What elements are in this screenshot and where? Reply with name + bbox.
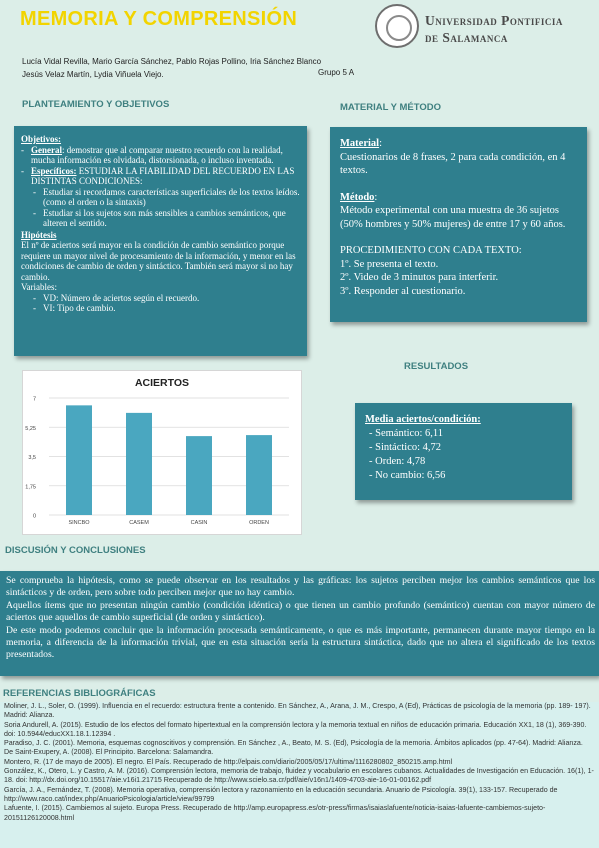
- objetivo-general: [21, 145, 301, 166]
- resultado-item-text: Sintáctico: 4,72: [375, 442, 442, 453]
- metodo-text: Método experimental con una muestra de 36 sujetos (50% hombres y 50% mujeres) de entre 17 y 60 años.: [340, 205, 566, 230]
- procedimiento-label: PROCEDIMIENTO CON CADA TEXTO:: [340, 245, 522, 256]
- authors-line1: Lucía Vidal Revilla, Mario García Sánchez, Pablo Rojas Pollino, Iria Sánchez Blanco: [22, 57, 322, 66]
- material-text: Cuestionarios de 8 frases, 2 para cada condición, en 4 textos.: [340, 151, 566, 176]
- variable-vd: - VD: Número de aciertos según el recuerdo.: [21, 293, 301, 304]
- discusion-paragraph-2: Aquellos ítems que no presentan ningún cambio (condición idéntica) o que tienen un cambio profundo (semántico) cuentan con mayor número de aciertos que aquellos de cambio superficial (de orden y sintáctico).: [6, 599, 595, 624]
- material-label: Material: [340, 138, 380, 149]
- referencias-list: [0, 702, 599, 848]
- university-name-line1: Universidad Pontificia: [425, 13, 563, 28]
- material-box: Material: Cuestionarios de 8 frases, 2 para cada condición, en 4 textos. Método: Método experimental con una muestra de 36 sujetos (50% hombres y 50% mujeres) de entre 17 y 60 años. PROCEDIMIENTO CON CADA TEXTO: 1º. Se presenta el texto. 2º. Video de 3 minutos para interferir. 3º. Responder al cuestionario.: [330, 127, 587, 322]
- reference-item: Moliner, J. L., Soler, O. (1999). Influencia en el recuerdo: estructura frente a contenido. En Sánchez, A., Arana, J. M., Crespo, A (Ed), Prácticas de psicología de la memoria (pp. 189- 197). Madrid: Alianza.: [4, 702, 591, 720]
- reference-item: De Saint-Exupery, A. (2008). El Principito. Barcelona: Salamandra.: [4, 748, 214, 757]
- discusion-paragraph-3: De este modo podemos concluir que la información procesada semánticamente, o que es más importante, permanecen durante mayor tiempo en la memoria, a diferencia de la información trivial, que en esta situación sería la estructura sintáctica, dado que no altera el significado de los textos presentados.: [6, 624, 595, 661]
- metodo-label: Método: [340, 191, 375, 203]
- university-logo: [375, 4, 597, 54]
- reference-item: Lafuente, I. (2015). Cambiemos al sujeto. Europa Press. Recuperado de http://amp.europapress.es/otr-press/firmas/isaiaslafuente/noticia-isaias-lafuente-cambiemos-sujeto-20151126120008.html: [4, 804, 546, 822]
- resultados-label: Media aciertos/condición:: [365, 414, 481, 425]
- variable-vi: - VI: Tipo de cambio.: [21, 303, 301, 314]
- hipotesis-text: El nº de aciertos será mayor en la condición de cambio semántico porque requiere un mayor nivel de procesamiento de la información, y menor en las condiciones de cambio de orden y sintáctico. También será mayor si no hay cambio.: [21, 240, 296, 282]
- y-tick-label: 3,5: [28, 455, 36, 461]
- y-tick-label: 5,25: [25, 425, 36, 432]
- aciertos-chart-svg: [23, 371, 301, 534]
- planteamiento-box: [14, 126, 307, 356]
- bar: [126, 413, 152, 515]
- resultado-item-text: Semántico: 6,11: [375, 428, 443, 439]
- resultado-item: - Sintáctico: 4,72: [369, 442, 442, 453]
- university-name-line2: de Salamanca: [425, 30, 508, 45]
- university-name: [425, 12, 563, 46]
- resultado-item-text: No cambio: 6,56: [375, 470, 446, 481]
- chart-title: ACIERTOS: [134, 377, 190, 389]
- objetivos-label: Objetivos:: [21, 134, 61, 144]
- x-tick-label: SINCBO: [68, 520, 90, 526]
- bar: [246, 435, 272, 515]
- resultados-box: [355, 403, 572, 500]
- planteamiento-heading: PLANTEAMIENTO Y OBJETIVOS: [22, 99, 170, 110]
- material-heading: MATERIAL Y MÉTODO: [340, 102, 441, 113]
- bar: [66, 405, 92, 515]
- general-text: : demostrar que al comparar nuestro recuerdo con la realidad, mucha información es olvidada, distorsionada, o incluso inventada.: [31, 144, 283, 165]
- reference-item: González, K., Otero, L. y Castro, A. M. (2016). Comprensión lectora, memoria de trabajo, fluidez y vocabulario en escolares cubanos. Actualidades de Investigación en Educación. 16(1), 1-18. doi: http://dx.doi.org/10.15517/aie.v16i1.21715 Recuperado de http://www.scielo.sa.cr/pdf/aie/v16n1/1409-4703-aie-16-01-00162.pdf: [4, 767, 594, 785]
- y-tick-label: 7: [32, 396, 36, 403]
- resultado-item: - Semántico: 6,11: [369, 428, 443, 439]
- resultado-item-text: Orden: 4,78: [375, 456, 426, 467]
- y-tick-label: 1,75: [25, 484, 36, 491]
- reference-item: Montero, R. (17 de mayo de 2005). El negro. El País. Recuperado de http://elpais.com/diario/2005/05/17/ultima/1116280802_850215.amp.html: [4, 757, 453, 766]
- step-1: 1º. Se presenta el texto.: [340, 258, 439, 270]
- resultado-item: - Orden: 4,78: [369, 456, 426, 467]
- especificos-text: ESTUDIAR LA FIABILIDAD DEL RECUERDO EN LAS DISTINTAS CONDICIONES:: [31, 165, 295, 186]
- hipotesis-label: Hipótesis: [21, 229, 57, 240]
- especifico-sub-1: - Estudiar si recordamos características superficiales de los textos leídos. (como el orden o la sintaxis): [21, 187, 301, 208]
- step-3: 3º. Responder al cuestionario.: [340, 285, 466, 297]
- discusion-paragraph-1: Se comprueba la hipótesis, como se puede observar en los resultados y las gráficas: los sujetos perciben mejor los cambios semánticos que los sintácticos y de orden, pero sobre todo perciben mejor que no hay cambio.: [6, 575, 595, 599]
- especificos-label: Específicos:: [31, 165, 77, 176]
- reference-item: Soria Andurell, A. (2015). Estudio de los efectos del formato hipertextual en la comprensión lectora y la memoria textual en niños de educación primaria. Educación XX1, 18 (1), 369-390. doi: 10.5944/educXX1.18.1.12394 .: [4, 720, 587, 738]
- variables-label: Variables:: [21, 282, 57, 292]
- resultados-heading: RESULTADOS: [404, 361, 469, 372]
- resultado-item: - No cambio: 6,56: [369, 470, 446, 481]
- referencias-heading: REFERENCIAS BIBLIOGRÁFICAS: [3, 688, 156, 699]
- reference-item: Paradiso, J. C. (2001). Memoria, esquemas cognoscitivos y comprensión. En Sánchez , A., Beato, M. S. (Ed), Psicología de la memoria. Ámbitos aplicados (pp. 47-64). Madrid: Alianza.: [4, 739, 583, 748]
- aciertos-chart: [22, 370, 302, 535]
- bar: [186, 436, 212, 515]
- y-tick-label: 0: [32, 513, 36, 520]
- university-seal-icon: [375, 4, 419, 48]
- discusion-heading: DISCUSIÓN Y CONCLUSIONES: [5, 545, 146, 556]
- especifico-sub-2: - Estudiar si los sujetos son más sensibles a cambios semánticos, que alteren el sentido.: [21, 208, 301, 229]
- x-tick-label: CASEM: [129, 520, 149, 526]
- poster-title: MEMORIA Y COMPRENSIÓN: [20, 8, 298, 30]
- x-tick-label: ORDEN: [249, 520, 269, 526]
- group-label: Grupo 5 A: [318, 68, 355, 77]
- discusion-box: [0, 571, 599, 676]
- objetivo-especificos: [21, 166, 301, 187]
- x-tick-label: CASIN: [190, 520, 208, 526]
- general-label: General: [31, 144, 62, 155]
- reference-item: García, J. A., Fernández, T. (2008). Memoria operativa, comprensión lectora y razonamiento en la educación secundaria. Anuario de Psicología. 39(1), 133-157. Recuperado de http://www.raco.cat/index.php/AnuarioPsicologia/article/view/99799: [4, 785, 558, 803]
- authors-line2: Jesús Velaz Martín, Lydia Viñuela Viejo.: [22, 70, 164, 79]
- authors: [22, 55, 321, 81]
- step-2: 2º. Video de 3 minutos para interferir.: [340, 272, 499, 283]
